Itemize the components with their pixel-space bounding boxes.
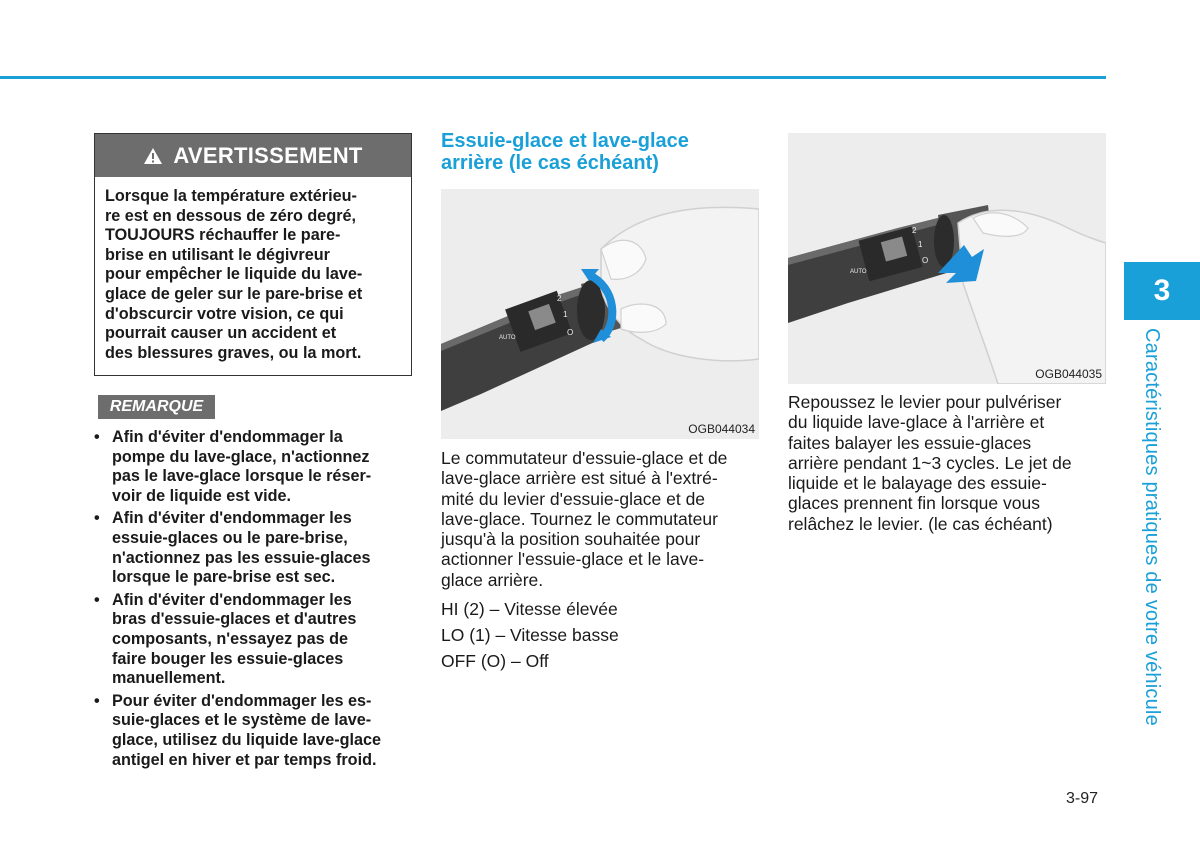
col3-line: relâchez le levier. (le cas échéant) [788,513,1053,534]
remarque-line: • Afin d'éviter d'endommager les [112,590,352,609]
remarque-line: pas le lave-glace lorsque le réser- [112,467,372,486]
warning-line: d'obscurcir votre vision, ce qui [105,304,344,323]
warning-line: des blessures graves, ou la mort. [105,343,362,362]
chapter-number-tab: 3 [1124,262,1200,320]
remarque-line: lorsque le pare-brise est sec. [112,568,336,587]
switch-label: O [922,256,929,265]
remarque-line: bras d'essuie-glaces et d'autres [112,610,357,629]
switch-label: AUTO [499,335,516,341]
col3-line: liquide et le balayage des essuie- [788,473,1047,494]
remarque-line: voir de liquide est vide. [112,486,292,505]
warning-title: AVERTISSEMENT [173,142,363,168]
col2-paragraph [441,448,759,590]
col3-line: faites balayer les essuie-glaces [788,432,1032,453]
warning-line: TOUJOURS réchauffer le pare- [105,226,341,245]
speed-lo: LO (1) – Vitesse basse [441,625,619,645]
remarque-label: REMARQUE [98,395,215,419]
warning-line: pour empêcher le liquide du lave- [105,265,363,284]
warning-text [95,177,411,363]
figure-code: OGB044035 [1035,367,1102,381]
col3-line: Repoussez le levier pour pulvériser [788,392,1062,412]
page-number: 3-97 [1066,790,1099,807]
warning-line: pourrait causer un accident et [105,324,337,343]
warning-line: Lorsque la température extérieu- [105,187,357,205]
remarque-line: pompe du lave-glace, n'actionnez [112,447,370,466]
chapter-title: Caractéristiques pratiques de votre véhicule [1141,328,1163,726]
remarque-line: • Afin d'éviter d'endommager les [112,509,352,528]
col2-line: jusqu'à la position souhaitée pour [441,529,701,550]
remarque-line: n'actionnez pas les essuie-glaces [112,548,371,567]
col2-line: mité du levier d'essuie-glace et de [441,488,706,509]
top-rule [0,76,1106,79]
remarque-line: suie-glaces et le système de lave- [112,711,372,730]
warning-line: brise en utilisant le dégivreur [105,245,330,264]
switch-label: 1 [918,240,923,249]
warning-triangle-icon [143,147,163,165]
remarque-line: essuie-glaces ou le pare-brise, [112,528,348,547]
chapter-title-vertical [1137,328,1165,726]
col2-line: Le commutateur d'essuie-glace et de [441,448,728,468]
warning-header [95,134,411,177]
switch-label: AUTO [850,269,867,275]
remarque-item [94,509,414,587]
warning-line: glace de geler sur le pare-brise et [105,284,363,303]
switch-label: 2 [557,294,562,303]
remarque-line: • Afin d'éviter d'endommager la [112,428,343,446]
remarque-line: faire bouger les essuie-glaces [112,649,344,668]
figure-rear-washer-push [788,133,1106,384]
warning-line: re est en dessous de zéro degré, [105,206,357,225]
section-title-line: arrière (le cas échéant) [441,152,659,174]
switch-label: 2 [912,226,917,235]
remarque-item [94,428,414,506]
section-title [441,130,761,174]
figure-rear-wiper-rotate [441,189,759,439]
col3-line: glaces prennent fin lorsque vous [788,493,1040,514]
wiper-stalk-push-illustration [788,133,1106,384]
figure-code: OGB044034 [688,422,755,436]
wiper-stalk-rotate-illustration [441,189,759,439]
speed-hi: HI (2) – Vitesse élevée [441,599,618,619]
remarque-item [94,591,414,689]
speed-list [441,596,619,674]
col2-line: lave-glace. Tournez le commutateur [441,508,718,529]
switch-label: 1 [563,310,568,319]
col3-line: arrière pendant 1~3 cycles. Le jet de [788,452,1072,473]
remarque-line: glace, utilisez du liquide lave-glace [112,730,381,749]
remarque-line: antigel en hiver et par temps froid. [112,750,377,769]
remarque-line: composants, n'essayez pas de [112,629,348,648]
warning-box [94,133,412,376]
col2-line: glace arrière. [441,569,544,590]
remarque-list [94,428,414,773]
section-title-line: Essuie-glace et lave-glace [441,130,689,152]
switch-label: O [567,328,574,337]
col2-line: lave-glace arrière est situé à l'extré- [441,468,718,489]
remarque-line: manuellement. [112,669,226,688]
remarque-item [94,692,414,770]
col3-paragraph [788,392,1106,534]
remarque-line: • Pour éviter d'endommager les es- [112,691,372,710]
col2-line: actionner l'essuie-glace et le lave- [441,549,705,570]
col3-line: du liquide lave-glace à l'arrière et [788,412,1045,433]
speed-off: OFF (O) – Off [441,651,549,671]
